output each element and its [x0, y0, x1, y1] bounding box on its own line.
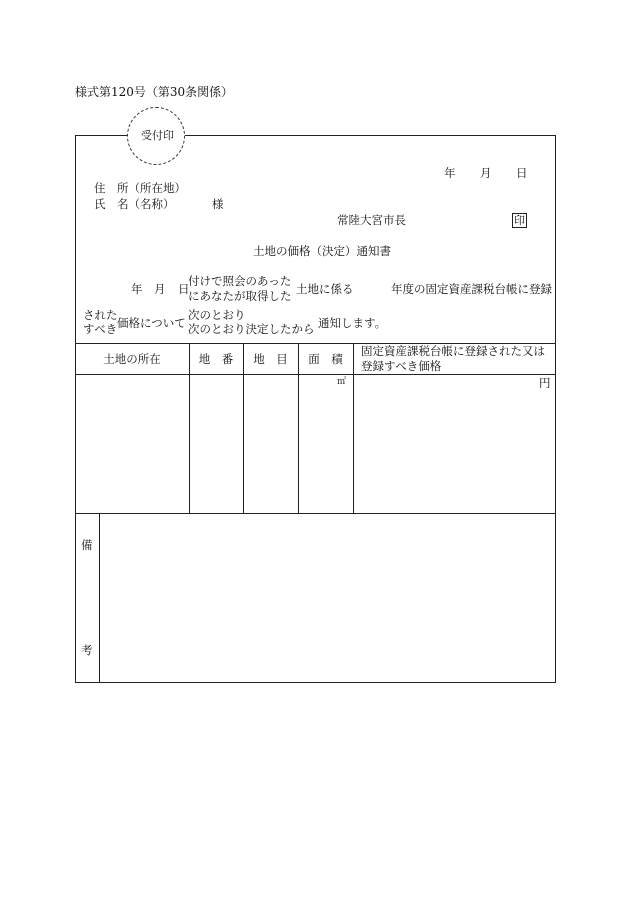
as-follows-decided-text: 次のとおり決定したから	[188, 322, 315, 336]
remarks-divider	[99, 513, 100, 683]
reception-stamp-label: 受付印	[141, 129, 174, 142]
price-about-text: 価格について	[117, 316, 186, 330]
price-unit: 円	[539, 376, 551, 390]
body-day: 日	[178, 282, 190, 296]
header-price-line-1: 固定資産課税台帳に登録された又は	[361, 344, 545, 358]
name-label: 氏 名（名称）	[94, 197, 175, 211]
form-number: 様式第120号（第30条関係）	[75, 85, 234, 99]
form-frame	[75, 135, 556, 683]
notify-text: 通知します。	[318, 316, 387, 330]
document-title: 土地の価格（決定）通知書	[253, 244, 391, 258]
registered-text: された	[83, 308, 118, 322]
address-label: 住 所（所在地）	[94, 181, 186, 195]
table-bottom-border	[75, 513, 556, 514]
inquiry-line-2: にあなたが取得した	[188, 289, 292, 303]
table-header-border	[75, 374, 556, 375]
table-divider-4	[353, 343, 354, 513]
remarks-char-1: 備	[81, 538, 93, 552]
ledger-text: 年度の固定資産課税台帳に登録	[391, 282, 552, 296]
land-related: 土地に係る	[296, 282, 354, 296]
body-month: 月	[154, 282, 166, 296]
issuer-name: 常陸大宮市長	[337, 213, 406, 227]
area-unit: ㎡	[337, 377, 347, 387]
header-area: 面 積	[308, 351, 343, 366]
honorific-label: 様	[212, 197, 224, 211]
inquiry-line-1: 付けで照会のあった	[188, 274, 292, 288]
header-lot-number: 地 番	[198, 351, 234, 366]
as-follows-text: 次のとおり	[188, 308, 246, 322]
date-year-label: 年	[444, 166, 456, 180]
header-price-line-2: 登録すべき価格	[361, 359, 442, 373]
remarks-char-2: 考	[81, 643, 93, 657]
header-location: 土地の所在	[103, 351, 161, 366]
date-day-label: 日	[516, 166, 528, 180]
body-year: 年	[131, 282, 143, 296]
seal-box: 印	[514, 214, 525, 227]
should-register-text: すべき	[83, 322, 118, 336]
date-month-label: 月	[480, 166, 492, 180]
header-land-category: 地 目	[253, 351, 288, 366]
